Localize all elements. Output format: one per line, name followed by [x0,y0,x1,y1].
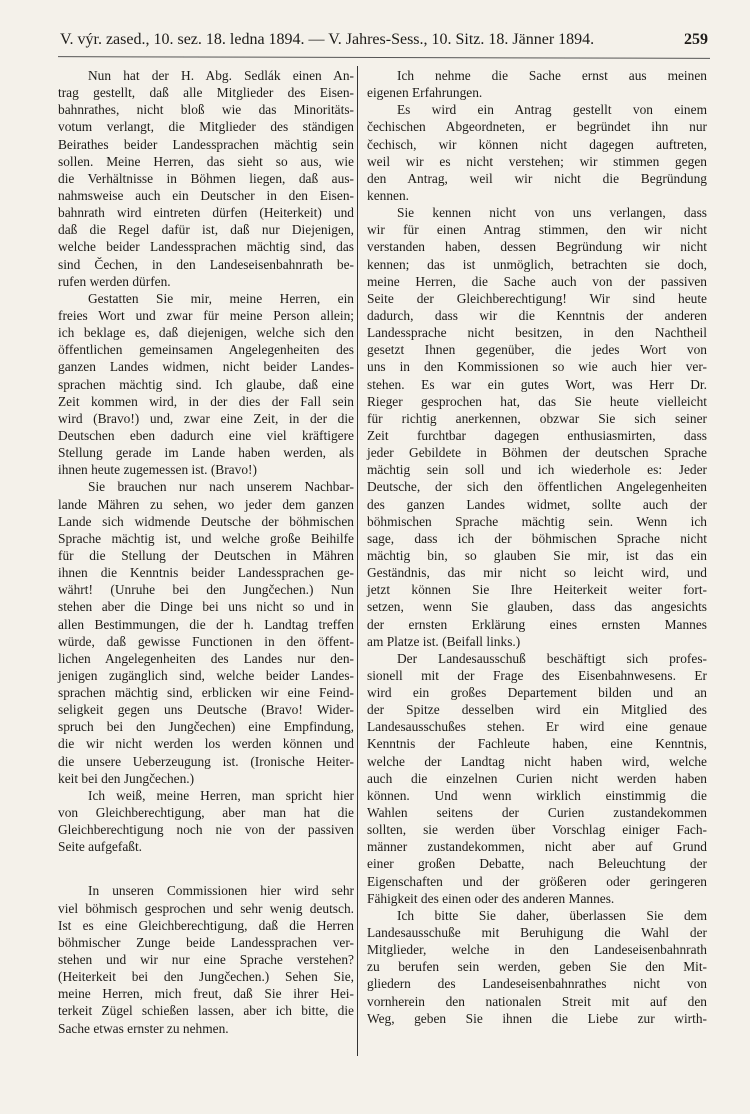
text-line: Ich weiß, meine Herren, man spricht hier [88,787,354,803]
text-line: jeder Gebildete in Böhmen der deutschen Sprache [367,445,707,461]
text-line: wird (Bravo!) und, zwar eine Zeit, in der die [58,410,354,426]
left-column [58,67,354,1037]
text-line: die Verhältnisse in Böhmen liegen, daß aus- [58,170,354,186]
text-line: Gleichberechtigung noch nie von der passiven [58,822,354,838]
page-number: 259 [684,31,708,48]
text-line: von Gleichberechtigung, aber man hat die [58,805,354,821]
text-line: Zeit kommen wird, in der dies der Fall sein [58,393,354,409]
text-line: Weg, geben Sie ihnen die Liebe zur wirth- [367,1010,707,1026]
text-line: Nun hat der H. Abg. Sedlák einen An- [88,68,354,83]
text-line: votum verlangt, die Mitglieder des ständigen [58,119,354,135]
text-line: daß die Regel dafür ist, daß nur Diejenigen, [58,222,354,238]
text-line: die unsere Ueberzeugung ist. (Ironische Heiter- [58,753,354,769]
text-line: stehen. Es war ein gutes Wort, was Herr Dr. [367,376,707,392]
text-line: der ernsten Erklärung eines ernsten Mannes [367,616,707,632]
text-line: eigenen Erfahrungen. [367,85,483,101]
text-line: Landesausschuße mit Beruhigung die Wahl der [367,925,707,941]
text-line: Sie kennen nicht von uns verlangen, dass [397,205,707,221]
text-line: sollen. Meine Herren, das sieht so aus, wie [58,153,354,169]
text-line: den Antrag, weil wir nicht die Begründung [367,170,707,186]
text-line: freies Wort und zwar für meine Person allein; [58,307,354,323]
paragraph [367,907,707,1027]
text-line: sprachen mächtig sind, erblicken wir eine Feind- [58,685,354,701]
text-line: uns in den Kommissionen so wie auch hier ver- [367,359,707,375]
column-divider [357,66,358,1056]
text-line: Zeit furchtbar dagegen enthusiasmirten, dass [367,427,707,443]
text-line: sage, dass ich der böhmischen Sprache nicht [367,530,707,546]
text-line: trag gestellt, daß alle Mitglieder des Eisen- [58,85,354,101]
text-line: lande Mähren zu sehen, wo jeder dem ganzen [58,496,354,512]
text-line: stehen und wir nur eine Sprache verstehen? [58,952,354,968]
text-line: čechischen Abgeordneten, er begründet ihn nur [367,119,707,135]
text-line: Gestatten Sie mir, meine Herren, ein [88,290,354,306]
right-column [367,67,707,1027]
text-line: čechisch, wir können nicht dagegen auftreten, [367,136,707,152]
text-line: sprachen mächtig sind. Ich glaube, daß eine [58,376,354,392]
text-line: sionell mit der Frage des Eisenbahnwesens. Er [367,667,707,683]
text-line: am Platze ist. (Beifall links.) [367,633,521,649]
text-line: Fähigkeit des einen oder des anderen Mannes. [367,890,615,906]
text-line: die wir nicht werden los werden können und [58,736,354,752]
text-line: meine Herren, mich freut, daß Sie ihrer Hei- [58,986,354,1002]
text-line: der Spitze desselben wird ein Mitglied des [367,702,707,718]
paragraph [58,67,354,290]
text-line: ganzen Landes widmen, nicht beider Landes- [58,359,354,375]
text-line: öffentlichen gemeinsamen Angelegenheiten des [58,342,354,358]
text-line: böhmischen Sprache mächtig sein. Wenn ich [367,513,707,529]
text-line: gesetzt Ihnen gegenüber, die jedes Wort von [367,342,707,358]
paragraph [58,787,354,856]
text-line: (Heiterkeit bei den Jungčechen.) Sehen Sie, [58,969,354,985]
text-line: zu berufen sein werden, geben Sie den Mit- [367,959,707,975]
text-line: bahnrathes, nicht bloß wie das Minoritäts- [58,102,354,118]
text-line: verstanden haben, dessen Begründung wir nicht [367,239,707,255]
text-line: für die Stellung der Deutschen in Mähren [58,547,354,563]
text-line: vornherein den nationalen Streit mit auf den [367,993,707,1009]
text-line: setzen, wenn Sie glauben, dass das angesichts [367,599,707,615]
text-line: Sprache mächtig ist, und welche große Beihilfe [58,530,354,546]
text-line: allen Bestimmungen, die der h. Landtag treffen [58,616,354,632]
text-line: spruch bei den Jungčechen) eine Empfindung, [58,719,354,735]
text-line: Kenntnis der Fachleute haben, eine Kenntnis, [367,736,707,752]
text-line: keit bei den Jungčechen.) [58,770,195,786]
paragraph [58,478,354,787]
text-line: kennen. [367,187,410,203]
text-line: dadurch, dass wir die Kenntnis der anderen [367,307,707,323]
text-line: würde, daß gewisse Functionen in den öffent- [58,633,354,649]
paragraph [58,290,354,479]
paragraph [367,204,707,650]
text-line: rufen werden dürfen. [58,273,171,289]
text-line: Es wird ein Antrag gestellt von einem [397,102,707,118]
paragraph [58,882,354,1036]
text-line: ihnen die Kenntnis beider Landessprachen ge- [58,565,354,581]
text-line: welche beider Landessprachen mächtig sind, das [58,239,354,255]
text-line: Sache etwas ernster zu nehmen. [58,1020,229,1036]
text-line: In unseren Commissionen hier wird sehr [88,883,354,899]
text-line: Rieger gesprochen hat, das Sie heute vielleicht [367,393,707,409]
text-line: für richtig anerkennen, obzwar Sie sich seiner [367,410,707,426]
text-line: kennen; das ist unmöglich, betrachten sie doch, [367,256,707,272]
text-line: Wahlen seitens der Curien zustandekommen [367,805,707,821]
text-line: meine Herren, die Sache auch von der passiven [367,273,707,289]
text-line: Seite aufgefaßt. [58,839,143,855]
text-line: mächtig sein soll und ich wiederhole es: Jeder [367,462,707,478]
text-line: ihnen heute zugemessen ist. (Bravo!) [58,462,257,478]
paragraph [367,650,707,907]
text-line: Mitglieder, welche in den Landeseisenbahnrath [367,942,707,958]
text-line: wir für einen Antrag stimmen, den wir nicht [367,222,707,238]
running-header-title: V. výr. zased., 10. sez. 18. ledna 1894. — V. Jahres-Sess., 10. Sitz. 18. Jänner 1894. [60,31,595,48]
text-line: ich beklage es, daß diejenigen, welche sich den [58,325,354,341]
text-line: sollten, sie werden über Vorschlag einiger Fach- [367,822,707,838]
header-rule [58,56,710,59]
text-line: Ist es eine Gleichberechtigung, daß die Herren [58,917,354,933]
text-line: Beirathes beider Landessprachen mächtig sein [58,136,354,152]
text-line: wird ein großes Departement bilden und an [367,685,707,701]
text-line: viel böhmisch gesprochen und sehr wenig deutsch. [58,900,354,916]
text-line: Deutschen eben dadurch eine viel kräftigere [58,427,354,443]
text-line: gliedern des Landeseisenbahnrathes nicht von [367,976,707,992]
text-line: währt! (Unruhe bei den Jungčechen.) Nun [58,582,354,598]
text-line: bahnrath wird eintreten dürfen (Heiterkeit) und [58,205,354,221]
paragraph [367,101,707,204]
text-line: Seite der Gleichberechtigung! Wir sind heute [367,290,707,306]
text-line: nahmsweise auch ein Deutscher in den Eisen- [58,187,354,203]
text-line: Ich nehme die Sache ernst aus meinen [397,68,707,83]
text-line: Landessprache nicht besitzen, in den Nachtheil [367,325,707,341]
text-line: terkeit Zügel schießen lassen, aber ich bitte, die [58,1003,354,1019]
text-line: Geständnis, das mir nicht so leicht wird, und [367,565,707,581]
text-line: Eigenschaften und der größeren oder geringeren [367,873,707,889]
text-line: einer großen Debatte, nach Beleuchtung der [367,856,707,872]
text-line: Ich bitte Sie daher, überlassen Sie dem [397,907,707,923]
text-line: jenigen zugänglich sind, welche beider Landes- [58,667,354,683]
text-line: jetzt können Sie Ihre Heiterkeit weiter fort- [367,582,707,598]
text-line: böhmischer Zunge beide Landessprachen ver- [58,934,354,950]
text-line: Der Landesausschuß beschäftigt sich profes- [397,650,707,666]
running-header [60,31,708,53]
text-line: mächtig bin, so glauben Sie mir, ist das ein [367,547,707,563]
text-line: Lande sich widmende Deutsche der böhmischen [58,513,354,529]
text-line: Deutsche, der sich den öffentlichen Angelegenheiten [367,479,707,495]
text-line: Landesausschußes stehen. Er wird eine genaue [367,719,707,735]
text-line: männer zustandekommen, nicht aber auf Grund [367,839,707,855]
text-line: lichen Angelegenheiten des Landes nur den- [58,650,354,666]
text-line: sind Čechen, in den Landeseisenbahnrath be- [58,256,354,272]
text-line: Sie brauchen nur nach unserem Nachbar- [88,479,354,495]
text-line: können. Und wenn wirklich einstimmig die [367,787,707,803]
text-line: auch die einzelnen Curien nicht werden haben [367,770,707,786]
text-line: stehen aber die Dinge bei uns nicht so und in [58,599,354,615]
text-line: weil wir es nicht verstehen; wir stimmen gegen [367,153,707,169]
text-line: des ganzen Landes widmet, sollte auch der [367,496,707,512]
text-line: welche der Landtag nicht haben wird, welche [367,753,707,769]
text-line: seligkeit gegen uns Deutsche (Bravo! Wider- [58,702,354,718]
paragraph [367,67,707,101]
text-line: Stellung gerade im Lande haben werden, als [58,445,354,461]
